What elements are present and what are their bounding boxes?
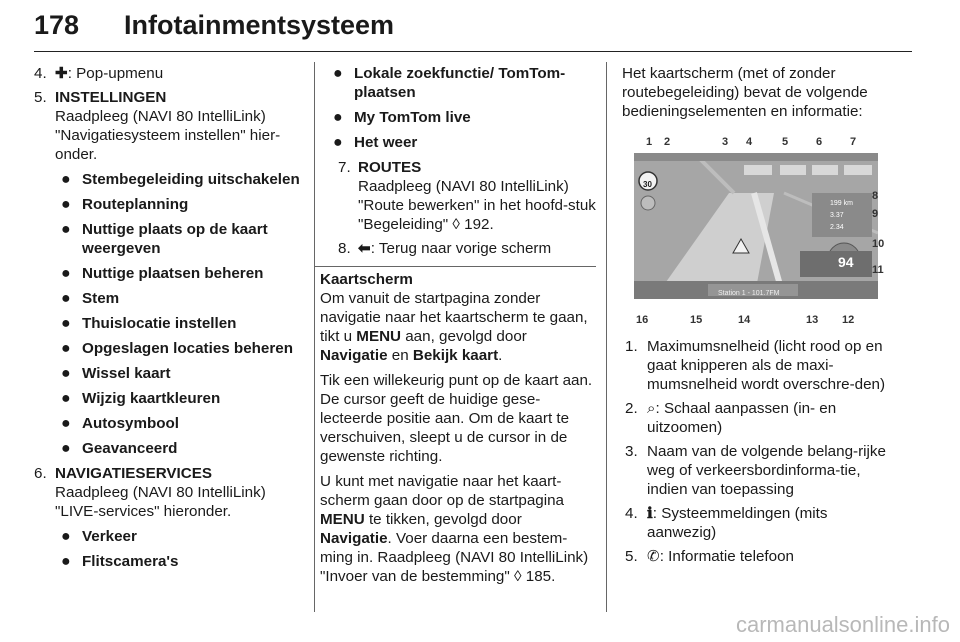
page-ref-icon: ◊	[514, 568, 522, 585]
list-item: ● My TomTom live	[333, 109, 471, 126]
list-item-5: 5. INSTELLINGEN Raadpleeg (NAVI 80 IntelliLink) "Navigatiesysteem instellen" hier-onder.	[34, 88, 308, 164]
speed-limit-sign: 30	[643, 180, 652, 189]
list-item: ● Opgeslagen locaties beheren	[61, 340, 294, 357]
callout-16: 16	[636, 314, 649, 326]
callout-6: 6	[816, 136, 823, 148]
list-item: 2. ⌕: Schaal aanpassen (in- en uitzoomen)	[625, 400, 837, 436]
list-item: ● Wijzig kaartkleuren	[61, 390, 221, 407]
list-item: ● Flitscamera's	[61, 553, 179, 570]
list-item: ● Routeplanning	[61, 196, 189, 213]
plus-icon: ✚	[55, 65, 68, 82]
list-item: 3. Naam van de volgende belang-rijke weg of verkeersbordinforma-tie, indien van toepassing	[625, 443, 886, 498]
column-right	[622, 64, 892, 571]
column-left	[34, 64, 308, 577]
list-item-4: 4. ✚: Pop-upmenu	[34, 65, 164, 82]
list-item: ● Lokale zoekfunctie/ TomTom-plaatsen	[333, 65, 566, 101]
item-title: INSTELLINGEN	[55, 89, 167, 106]
callout-15: 15	[690, 314, 703, 326]
list-item: ● Stem	[61, 290, 120, 307]
map-screen-figure	[622, 131, 884, 327]
page-number: 178	[34, 10, 80, 40]
callout-12: 12	[842, 314, 855, 326]
list-item-7: 7. ROUTES Raadpleeg (NAVI 80 IntelliLink) "Route bewerken" in het hoofd-stuk "Begeleiding" ◊ 192.	[338, 159, 596, 233]
info-icon: ℹ	[647, 505, 653, 522]
intro-paragraph: Het kaartscherm (met of zonder routebegeleiding) bevat de volgende bedieningselementen en informatie:	[622, 65, 868, 120]
list-item: ● Geavanceerd	[61, 440, 178, 457]
header-rule	[34, 51, 912, 52]
list-item: ● Wissel kaart	[61, 365, 171, 382]
item-title: NAVIGATIESERVICES	[55, 465, 212, 482]
map-screen	[634, 153, 878, 299]
callout-9: 9	[872, 208, 879, 220]
callout-8: 8	[872, 190, 879, 202]
item-description: Raadpleeg (NAVI 80 IntelliLink) "Navigatiesysteem instellen" hier-onder.	[55, 108, 281, 163]
callout-13: 13	[806, 314, 819, 326]
services-bullet-list	[34, 527, 308, 571]
list-item: ● Nuttige plaatsen beheren	[61, 265, 264, 282]
item-description: Raadpleeg (NAVI 80 IntelliLink) "LIVE-services" hieronder.	[55, 484, 266, 520]
page-ref-icon: ◊	[452, 216, 460, 233]
distance-value: 2.34	[830, 224, 844, 231]
callout-7: 7	[850, 136, 857, 148]
caption-list	[622, 337, 892, 566]
phone-icon: ✆	[647, 548, 660, 565]
list-item: ● Nuttige plaats op de kaart weergeven	[61, 221, 268, 257]
paragraph: Tik een willekeurig punt op de kaart aan. De cursor geeft de huidige gese-lecteerde positie aan. Om de kaart te verschuiven, sleept u de cursor in de gewenste richting.	[320, 372, 593, 465]
watermark: carmanualsonline.info	[735, 612, 950, 637]
speed-value: 94	[838, 254, 854, 270]
callout-14: 14	[738, 314, 751, 326]
list-item: 1. Maximumsnelheid (licht rood op en gaat knipperen als de maxi-mumsnelheid wordt overschre-den)	[625, 338, 886, 393]
callout-1: 1	[646, 136, 653, 148]
list-item: ● Het weer	[333, 134, 418, 151]
distance-value: 3.37	[830, 212, 844, 219]
list-item: ● Verkeer	[61, 528, 137, 545]
list-item: ● Thuislocatie instellen	[61, 315, 237, 332]
settings-bullet-list	[34, 170, 308, 458]
callout-11: 11	[872, 264, 884, 276]
magnifier-icon: ⌕	[647, 400, 656, 417]
station-label: Station 1 - 101.7FM	[718, 290, 780, 297]
back-arrow-icon: ⬅	[358, 240, 371, 257]
callout-4: 4	[746, 136, 753, 148]
item-title: ROUTES	[358, 159, 422, 176]
callout-3: 3	[722, 136, 729, 148]
list-item-6: 6. NAVIGATIESERVICES Raadpleeg (NAVI 80 IntelliLink) "LIVE-services" hieronder.	[34, 464, 308, 521]
list-item-8: 8. ⬅: Terug naar vorige scherm	[338, 240, 552, 257]
callout-10: 10	[872, 238, 885, 250]
callout-2: 2	[664, 136, 671, 148]
list-item: 4. ℹ: Systeemmeldingen (mits aanwezig)	[625, 505, 828, 541]
page-title: Infotainmentsysteem	[124, 10, 395, 40]
section-heading: Kaartscherm	[320, 271, 413, 288]
list-item: 5. ✆: Informatie telefoon	[625, 548, 794, 565]
paragraph: Om vanuit de startpagina zonder navigatie naar het kaartscherm te gaan, tikt u MENU aan, gevolgd door Navigatie en Bekijk kaart.	[320, 290, 588, 364]
column-middle	[320, 64, 596, 592]
paragraph: U kunt met navigatie naar het kaart-scherm gaan door op de startpagina MENU te tikken, gevolgd door Navigatie. Voer daarna een bestem-ming in. Raadpleeg (NAVI 80 IntelliLink) "Invoer van de bestemming" ◊ 185.	[320, 473, 589, 585]
list-item: ● Stembegeleiding uitschakelen	[61, 171, 300, 188]
page-header	[34, 6, 912, 46]
section-kaartscherm	[314, 266, 596, 586]
item-description: Raadpleeg (NAVI 80 IntelliLink) "Route bewerken" in het hoofd-stuk "Begeleiding"	[358, 178, 596, 233]
callout-5: 5	[782, 136, 789, 148]
list-item: ● Autosymbool	[61, 415, 180, 432]
distance-value: 199 km	[830, 200, 853, 207]
column-divider	[606, 62, 607, 612]
